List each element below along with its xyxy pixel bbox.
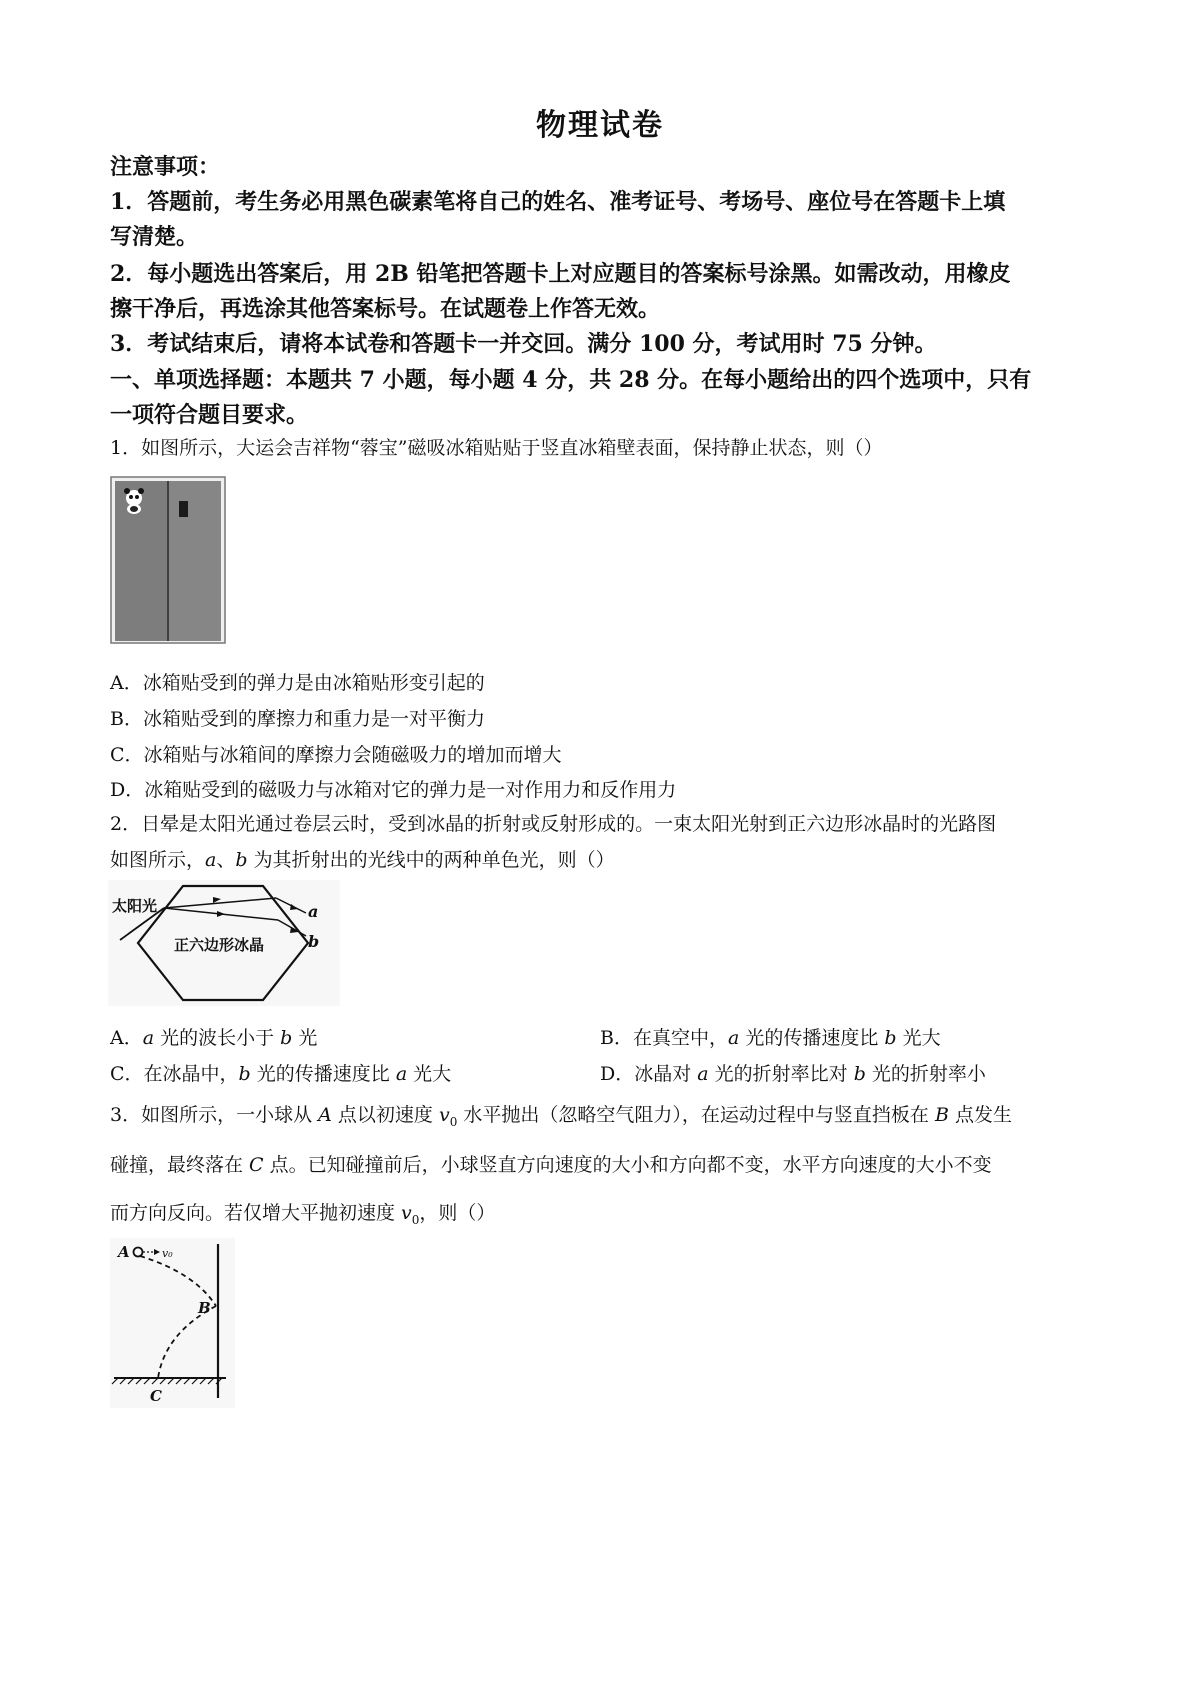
q1-option-d: D．冰箱贴受到的磁吸力与冰箱对它的弹力是一对作用力和反作用力 <box>110 779 677 801</box>
q3-stem-line-3: 而方向反向。若仅增大平抛初速度 $v_0$，则（） <box>110 1202 496 1227</box>
label-v0: v₀ <box>162 1247 173 1260</box>
q2-stem-line-2: 如图所示，a、b 为其折射出的光线中的两种单色光，则（） <box>110 849 615 871</box>
q1-option-b: B．冰箱贴受到的摩擦力和重力是一对平衡力 <box>110 708 485 730</box>
label-A: A <box>118 1243 130 1261</box>
label-B: B <box>198 1299 211 1317</box>
q3-stem-line-1: 3．如图所示，一小球从 A 点以初速度 $v_0$ 水平抛出（忽略空气阻力），在运动过程中与竖直挡板在 B 点发生 <box>110 1104 1012 1129</box>
sun-light-label: 太阳光 <box>112 897 158 915</box>
q1-stem: 1．如图所示，大运会吉祥物“蓉宝”磁吸冰箱贴贴于竖直冰箱壁表面，保持静止状态，则（） <box>110 437 883 459</box>
section-1-heading-line-2: 一项符合题目要求。 <box>110 402 309 428</box>
page-title: 物理试卷 <box>536 108 664 143</box>
notice-heading: 注意事项： <box>110 154 221 180</box>
q2-option-b: B．在真空中，a 光的传播速度比 b 光大 <box>600 1027 941 1049</box>
q3-figure-projectile <box>110 1238 235 1408</box>
q2-figure-ice-crystal <box>108 880 340 1006</box>
q1-option-a: A．冰箱贴受到的弹力是由冰箱贴形变引起的 <box>110 672 485 694</box>
q2-option-c: C．在冰晶中，b 光的传播速度比 a 光大 <box>110 1063 452 1085</box>
label-C: C <box>150 1387 162 1405</box>
q2-option-d: D．冰晶对 a 光的折射率比对 b 光的折射率小 <box>600 1063 986 1085</box>
notice-item-2-line-2: 擦干净后，再选涂其他答案标号。在试题卷上作答无效。 <box>110 296 661 322</box>
q1-option-c: C．冰箱贴与冰箱间的摩擦力会随磁吸力的增加而增大 <box>110 744 562 766</box>
notice-item-2-line-1: 2．每小题选出答案后，用 2B 铅笔把答题卡上对应题目的答案标号涂黑。如需改动，用橡皮 <box>110 261 1011 287</box>
q1-figure-fridge <box>110 476 226 644</box>
section-1-heading-line-1: 一、单项选择题：本题共 7 小题，每小题 4 分，共 28 分。在每小题给出的四个选项中，只有 <box>110 367 1032 393</box>
label-a: a <box>308 902 319 921</box>
notice-item-1-line-2: 写清楚。 <box>110 224 199 250</box>
crystal-label: 正六边形冰晶 <box>174 936 265 954</box>
notice-item-1-line-1: 1．答题前，考生务必用黑色碳素笔将自己的姓名、准考证号、考场号、座位号在答题卡上填 <box>110 189 1006 215</box>
q3-stem-line-2: 碰撞，最终落在 C 点。已知碰撞前后，小球竖直方向速度的大小和方向都不变，水平方向速度的大小不变 <box>110 1154 992 1176</box>
q2-stem-line-1: 2．日晕是太阳光通过卷层云时，受到冰晶的折射或反射形成的。一束太阳光射到正六边形冰晶时的光路图 <box>110 813 997 835</box>
notice-item-3: 3．考试结束后，请将本试卷和答题卡一并交回。满分 100 分，考试用时 75 分钟。 <box>110 331 937 357</box>
q2-option-a: A．a 光的波长小于 b 光 <box>110 1027 318 1049</box>
label-b: b <box>308 932 320 951</box>
